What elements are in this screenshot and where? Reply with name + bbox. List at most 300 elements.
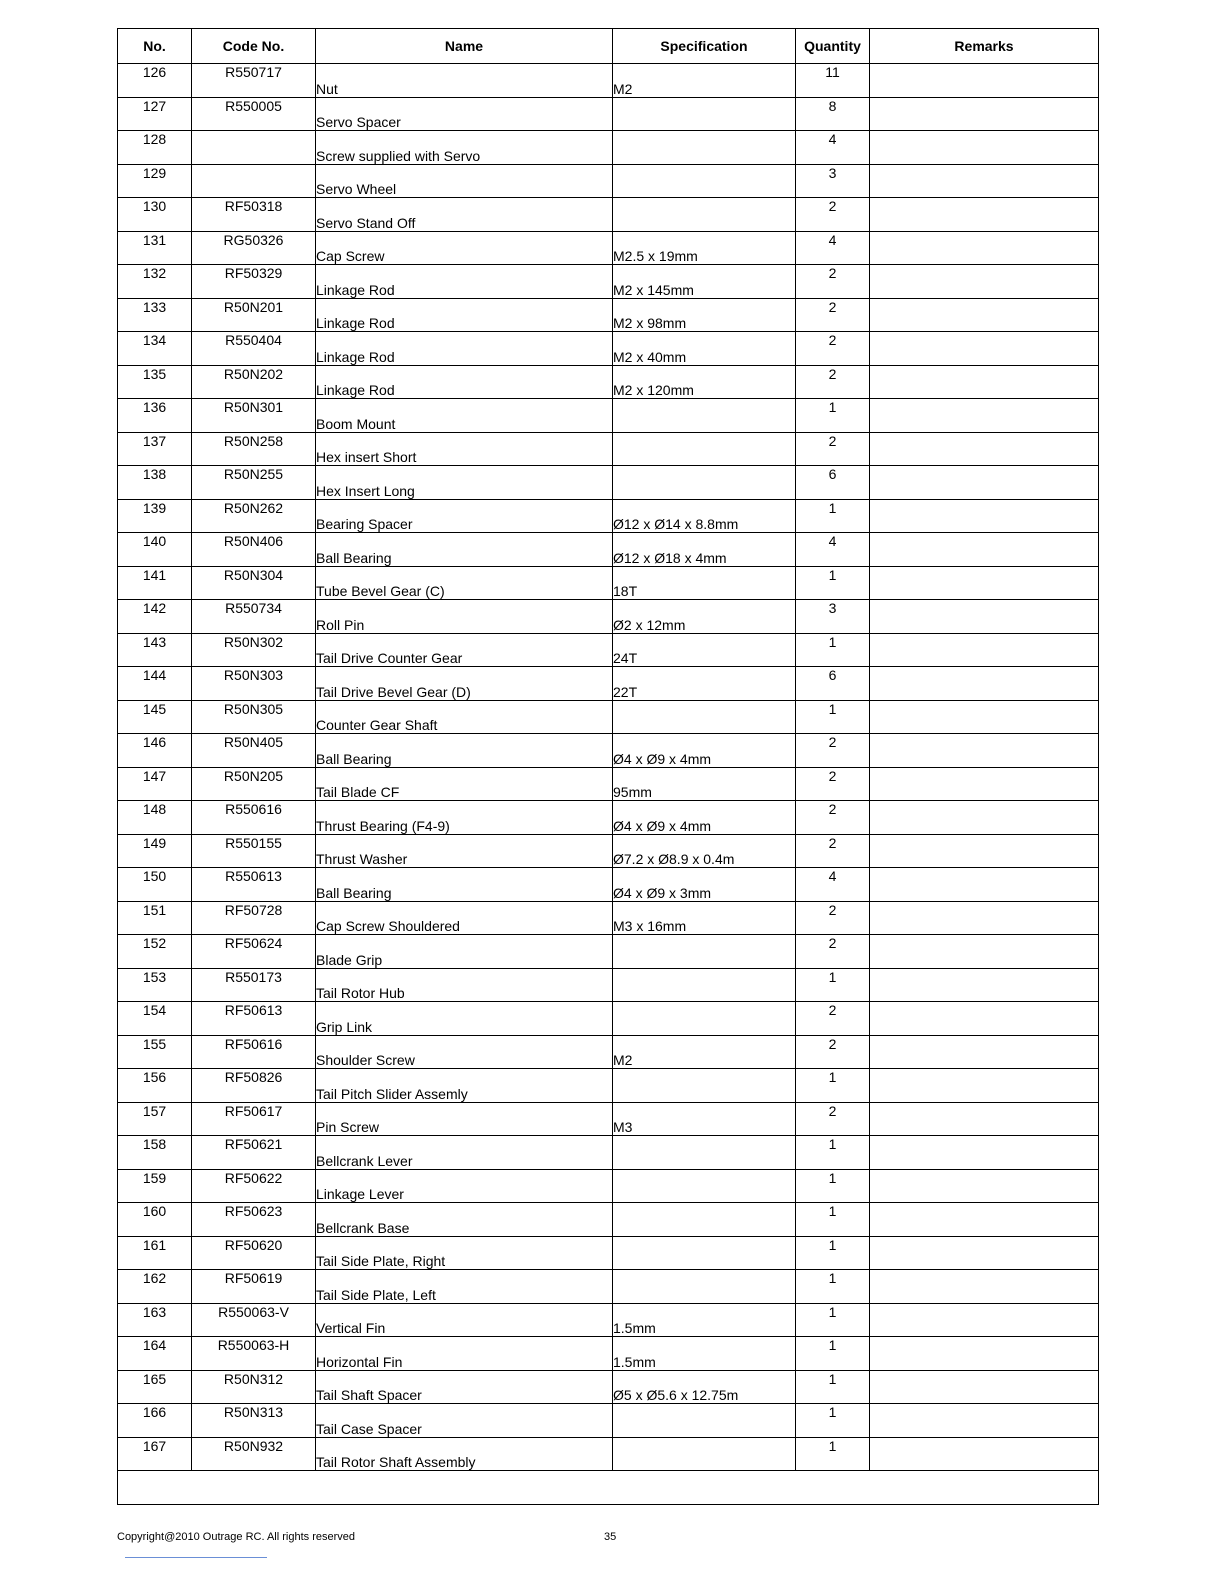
cell-quantity: 2 xyxy=(796,734,870,768)
cell-specification: M3 x 16mm xyxy=(613,901,796,935)
cell-specification: Ø12 x Ø14 x 8.8mm xyxy=(613,499,796,533)
table-row xyxy=(118,1404,1099,1438)
table-row xyxy=(118,834,1099,868)
table-row xyxy=(118,1069,1099,1103)
cell-quantity: 1 xyxy=(796,1303,870,1337)
cell-remarks xyxy=(870,935,1099,969)
cell-no: 163 xyxy=(118,1303,192,1337)
cell-code: R50N258 xyxy=(192,432,316,466)
cell-specification: M3 xyxy=(613,1102,796,1136)
cell-quantity: 2 xyxy=(796,432,870,466)
cell-code: R50N312 xyxy=(192,1370,316,1404)
cell-quantity: 2 xyxy=(796,1102,870,1136)
cell-code xyxy=(192,164,316,198)
cell-remarks xyxy=(870,834,1099,868)
cell-code: R50N205 xyxy=(192,767,316,801)
cell-name: Cap Screw xyxy=(316,231,613,265)
cell-no: 151 xyxy=(118,901,192,935)
table-empty-row xyxy=(118,1471,1099,1505)
cell-remarks xyxy=(870,466,1099,500)
cell-specification xyxy=(613,1169,796,1203)
cell-specification: M2 x 145mm xyxy=(613,265,796,299)
cell-no: 156 xyxy=(118,1069,192,1103)
table-row xyxy=(118,164,1099,198)
cell-name: Blade Grip xyxy=(316,935,613,969)
table-row xyxy=(118,901,1099,935)
cell-no: 150 xyxy=(118,868,192,902)
table-row xyxy=(118,432,1099,466)
cell-remarks xyxy=(870,734,1099,768)
cell-remarks xyxy=(870,901,1099,935)
cell-specification: Ø4 x Ø9 x 4mm xyxy=(613,801,796,835)
cell-code: R50N303 xyxy=(192,667,316,701)
cell-code: R550734 xyxy=(192,600,316,634)
cell-quantity: 6 xyxy=(796,466,870,500)
cell-code: R50N255 xyxy=(192,466,316,500)
table-row xyxy=(118,1370,1099,1404)
table-row xyxy=(118,1303,1099,1337)
cell-code: RF50728 xyxy=(192,901,316,935)
cell-code: RF50613 xyxy=(192,1002,316,1036)
cell-remarks xyxy=(870,667,1099,701)
cell-code: RF50621 xyxy=(192,1136,316,1170)
cell-code: R50N313 xyxy=(192,1404,316,1438)
table-row xyxy=(118,734,1099,768)
cell-no: 128 xyxy=(118,131,192,165)
cell-remarks xyxy=(870,231,1099,265)
cell-quantity: 6 xyxy=(796,667,870,701)
cell-name: Thrust Washer xyxy=(316,834,613,868)
cell-specification xyxy=(613,399,796,433)
cell-code: R550063-H xyxy=(192,1337,316,1371)
cell-specification: 95mm xyxy=(613,767,796,801)
cell-remarks xyxy=(870,801,1099,835)
header-name: Name xyxy=(316,29,613,64)
cell-remarks xyxy=(870,399,1099,433)
cell-specification: M2.5 x 19mm xyxy=(613,231,796,265)
table-row xyxy=(118,801,1099,835)
table-row xyxy=(118,466,1099,500)
table-row xyxy=(118,298,1099,332)
cell-quantity: 3 xyxy=(796,600,870,634)
cell-specification xyxy=(613,131,796,165)
table-row xyxy=(118,1102,1099,1136)
cell-specification xyxy=(613,97,796,131)
cell-no: 130 xyxy=(118,198,192,232)
cell-quantity: 8 xyxy=(796,97,870,131)
table-row xyxy=(118,1236,1099,1270)
cell-specification xyxy=(613,1437,796,1471)
cell-code: R50N301 xyxy=(192,399,316,433)
cell-name: Cap Screw Shouldered xyxy=(316,901,613,935)
cell-quantity: 2 xyxy=(796,332,870,366)
table-row xyxy=(118,97,1099,131)
cell-name: Bearing Spacer xyxy=(316,499,613,533)
cell-name: Hex Insert Long xyxy=(316,466,613,500)
cell-name: Screw supplied with Servo xyxy=(316,131,613,165)
cell-code: RF50617 xyxy=(192,1102,316,1136)
table-row xyxy=(118,1337,1099,1371)
cell-remarks xyxy=(870,1236,1099,1270)
cell-no: 145 xyxy=(118,700,192,734)
cell-quantity: 2 xyxy=(796,1035,870,1069)
cell-no: 126 xyxy=(118,64,192,98)
cell-quantity: 2 xyxy=(796,265,870,299)
cell-no: 158 xyxy=(118,1136,192,1170)
cell-code: RF50624 xyxy=(192,935,316,969)
cell-code: RF50826 xyxy=(192,1069,316,1103)
cell-name: Tail Side Plate, Right xyxy=(316,1236,613,1270)
table-row xyxy=(118,198,1099,232)
cell-name: Tube Bevel Gear (C) xyxy=(316,566,613,600)
cell-quantity: 2 xyxy=(796,365,870,399)
cell-specification xyxy=(613,968,796,1002)
cell-no: 129 xyxy=(118,164,192,198)
cell-name: Tail Pitch Slider Assemly xyxy=(316,1069,613,1103)
cell-quantity: 2 xyxy=(796,767,870,801)
cell-code: R50N932 xyxy=(192,1437,316,1471)
cell-remarks xyxy=(870,1437,1099,1471)
cell-specification: M2 x 40mm xyxy=(613,332,796,366)
cell-no: 154 xyxy=(118,1002,192,1036)
cell-quantity: 4 xyxy=(796,533,870,567)
cell-remarks xyxy=(870,1035,1099,1069)
cell-quantity: 1 xyxy=(796,566,870,600)
table-row xyxy=(118,1203,1099,1237)
cell-name: Tail Drive Counter Gear xyxy=(316,633,613,667)
cell-code: R550155 xyxy=(192,834,316,868)
header-no: No. xyxy=(118,29,192,64)
table-row xyxy=(118,499,1099,533)
cell-name: Tail Drive Bevel Gear (D) xyxy=(316,667,613,701)
cell-code: RF50622 xyxy=(192,1169,316,1203)
cell-quantity: 1 xyxy=(796,1437,870,1471)
cell-no: 141 xyxy=(118,566,192,600)
cell-remarks xyxy=(870,1002,1099,1036)
cell-remarks xyxy=(870,499,1099,533)
cell-code: RF50619 xyxy=(192,1270,316,1304)
cell-quantity: 1 xyxy=(796,399,870,433)
cell-name: Linkage Rod xyxy=(316,298,613,332)
cell-quantity: 2 xyxy=(796,1002,870,1036)
cell-name: Hex insert Short xyxy=(316,432,613,466)
cell-quantity: 2 xyxy=(796,198,870,232)
table-row xyxy=(118,332,1099,366)
header-code: Code No. xyxy=(192,29,316,64)
cell-code: RF50623 xyxy=(192,1203,316,1237)
cell-no: 161 xyxy=(118,1236,192,1270)
cell-no: 152 xyxy=(118,935,192,969)
cell-quantity: 1 xyxy=(796,1404,870,1438)
cell-name: Servo Stand Off xyxy=(316,198,613,232)
cell-code: RF50616 xyxy=(192,1035,316,1069)
cell-quantity: 2 xyxy=(796,801,870,835)
footer-link-underline xyxy=(125,1557,267,1558)
cell-name: Linkage Rod xyxy=(316,265,613,299)
table-row xyxy=(118,231,1099,265)
table-row xyxy=(118,767,1099,801)
cell-specification xyxy=(613,700,796,734)
cell-name: Linkage Rod xyxy=(316,332,613,366)
table-row xyxy=(118,700,1099,734)
cell-quantity: 2 xyxy=(796,901,870,935)
cell-quantity: 11 xyxy=(796,64,870,98)
cell-name: Tail Side Plate, Left xyxy=(316,1270,613,1304)
table-row xyxy=(118,935,1099,969)
cell-no: 146 xyxy=(118,734,192,768)
cell-remarks xyxy=(870,767,1099,801)
table-row xyxy=(118,131,1099,165)
cell-name: Thrust Bearing (F4-9) xyxy=(316,801,613,835)
cell-name: Ball Bearing xyxy=(316,868,613,902)
cell-quantity: 1 xyxy=(796,1136,870,1170)
cell-name: Servo Spacer xyxy=(316,97,613,131)
cell-no: 132 xyxy=(118,265,192,299)
table-row xyxy=(118,1002,1099,1036)
cell-name: Roll Pin xyxy=(316,600,613,634)
cell-code: R50N405 xyxy=(192,734,316,768)
cell-code: R550404 xyxy=(192,332,316,366)
cell-name: Horizontal Fin xyxy=(316,1337,613,1371)
cell-code: R50N262 xyxy=(192,499,316,533)
cell-quantity: 1 xyxy=(796,499,870,533)
cell-code: R550063-V xyxy=(192,1303,316,1337)
cell-no: 137 xyxy=(118,432,192,466)
cell-no: 162 xyxy=(118,1270,192,1304)
cell-no: 165 xyxy=(118,1370,192,1404)
table-row xyxy=(118,1437,1099,1471)
cell-no: 157 xyxy=(118,1102,192,1136)
cell-quantity: 1 xyxy=(796,700,870,734)
cell-name: Counter Gear Shaft xyxy=(316,700,613,734)
cell-remarks xyxy=(870,1136,1099,1170)
cell-quantity: 1 xyxy=(796,633,870,667)
cell-no: 159 xyxy=(118,1169,192,1203)
cell-remarks xyxy=(870,332,1099,366)
cell-quantity: 1 xyxy=(796,1203,870,1237)
cell-no: 148 xyxy=(118,801,192,835)
table-row xyxy=(118,633,1099,667)
cell-specification xyxy=(613,1002,796,1036)
cell-no: 160 xyxy=(118,1203,192,1237)
cell-quantity: 3 xyxy=(796,164,870,198)
table-row xyxy=(118,600,1099,634)
cell-remarks xyxy=(870,1270,1099,1304)
cell-no: 164 xyxy=(118,1337,192,1371)
cell-remarks xyxy=(870,97,1099,131)
cell-name: Bellcrank Lever xyxy=(316,1136,613,1170)
cell-name: Tail Case Spacer xyxy=(316,1404,613,1438)
empty-cell xyxy=(118,1471,1099,1505)
cell-remarks xyxy=(870,1404,1099,1438)
cell-code: R550173 xyxy=(192,968,316,1002)
cell-code: R550005 xyxy=(192,97,316,131)
cell-no: 138 xyxy=(118,466,192,500)
cell-remarks xyxy=(870,1337,1099,1371)
cell-name: Tail Rotor Hub xyxy=(316,968,613,1002)
cell-name: Bellcrank Base xyxy=(316,1203,613,1237)
cell-name: Tail Rotor Shaft Assembly xyxy=(316,1437,613,1471)
cell-quantity: 4 xyxy=(796,131,870,165)
cell-specification: M2 x 120mm xyxy=(613,365,796,399)
cell-no: 167 xyxy=(118,1437,192,1471)
cell-remarks xyxy=(870,298,1099,332)
cell-remarks xyxy=(870,365,1099,399)
header-specification: Specification xyxy=(613,29,796,64)
cell-no: 133 xyxy=(118,298,192,332)
cell-quantity: 2 xyxy=(796,298,870,332)
cell-specification: M2 xyxy=(613,1035,796,1069)
cell-no: 136 xyxy=(118,399,192,433)
cell-code: RF50329 xyxy=(192,265,316,299)
cell-name: Tail Shaft Spacer xyxy=(316,1370,613,1404)
cell-no: 140 xyxy=(118,533,192,567)
cell-code: R50N406 xyxy=(192,533,316,567)
cell-specification xyxy=(613,1404,796,1438)
cell-remarks xyxy=(870,1069,1099,1103)
cell-name: Boom Mount xyxy=(316,399,613,433)
cell-quantity: 1 xyxy=(796,1337,870,1371)
cell-no: 149 xyxy=(118,834,192,868)
parts-table xyxy=(117,28,1099,1505)
cell-code: R50N302 xyxy=(192,633,316,667)
cell-specification xyxy=(613,1203,796,1237)
table-row xyxy=(118,399,1099,433)
table-row xyxy=(118,265,1099,299)
table-row xyxy=(118,868,1099,902)
cell-remarks xyxy=(870,198,1099,232)
cell-name: Nut xyxy=(316,64,613,98)
cell-specification: Ø2 x 12mm xyxy=(613,600,796,634)
cell-specification: Ø4 x Ø9 x 3mm xyxy=(613,868,796,902)
cell-remarks xyxy=(870,265,1099,299)
cell-code: R50N305 xyxy=(192,700,316,734)
cell-no: 166 xyxy=(118,1404,192,1438)
table-row xyxy=(118,1169,1099,1203)
cell-no: 155 xyxy=(118,1035,192,1069)
table-row xyxy=(118,365,1099,399)
page-number: 35 xyxy=(604,1531,617,1543)
cell-remarks xyxy=(870,1203,1099,1237)
cell-code: RG50326 xyxy=(192,231,316,265)
cell-specification: Ø7.2 x Ø8.9 x 0.4m xyxy=(613,834,796,868)
header-remarks: Remarks xyxy=(870,29,1099,64)
table-row xyxy=(118,667,1099,701)
cell-specification: Ø12 x Ø18 x 4mm xyxy=(613,533,796,567)
cell-specification: 1.5mm xyxy=(613,1337,796,1371)
cell-quantity: 1 xyxy=(796,968,870,1002)
cell-name: Ball Bearing xyxy=(316,533,613,567)
table-row xyxy=(118,566,1099,600)
cell-name: Shoulder Screw xyxy=(316,1035,613,1069)
cell-specification: M2 xyxy=(613,64,796,98)
cell-no: 143 xyxy=(118,633,192,667)
cell-quantity: 1 xyxy=(796,1069,870,1103)
cell-code: R50N304 xyxy=(192,566,316,600)
table-row xyxy=(118,968,1099,1002)
cell-code: R550616 xyxy=(192,801,316,835)
cell-code: R550613 xyxy=(192,868,316,902)
cell-specification xyxy=(613,1236,796,1270)
cell-name: Tail Blade CF xyxy=(316,767,613,801)
cell-name: Servo Wheel xyxy=(316,164,613,198)
parts-table-body xyxy=(118,64,1099,1505)
cell-specification xyxy=(613,1069,796,1103)
cell-no: 147 xyxy=(118,767,192,801)
cell-remarks xyxy=(870,600,1099,634)
cell-remarks xyxy=(870,700,1099,734)
cell-name: Grip Link xyxy=(316,1002,613,1036)
cell-specification xyxy=(613,466,796,500)
cell-specification xyxy=(613,1270,796,1304)
cell-remarks xyxy=(870,432,1099,466)
cell-remarks xyxy=(870,633,1099,667)
table-row xyxy=(118,533,1099,567)
cell-no: 144 xyxy=(118,667,192,701)
cell-remarks xyxy=(870,64,1099,98)
header-quantity: Quantity xyxy=(796,29,870,64)
cell-quantity: 2 xyxy=(796,834,870,868)
cell-specification xyxy=(613,198,796,232)
cell-name: Pin Screw xyxy=(316,1102,613,1136)
table-row xyxy=(118,1270,1099,1304)
cell-no: 127 xyxy=(118,97,192,131)
cell-name: Linkage Rod xyxy=(316,365,613,399)
cell-no: 131 xyxy=(118,231,192,265)
cell-remarks xyxy=(870,1102,1099,1136)
cell-specification xyxy=(613,164,796,198)
cell-quantity: 4 xyxy=(796,868,870,902)
cell-no: 135 xyxy=(118,365,192,399)
cell-quantity: 1 xyxy=(796,1169,870,1203)
cell-specification: Ø5 x Ø5.6 x 12.75m xyxy=(613,1370,796,1404)
cell-remarks xyxy=(870,868,1099,902)
cell-code xyxy=(192,131,316,165)
cell-remarks xyxy=(870,1169,1099,1203)
cell-quantity: 1 xyxy=(796,1270,870,1304)
cell-specification: 22T xyxy=(613,667,796,701)
cell-no: 153 xyxy=(118,968,192,1002)
cell-quantity: 2 xyxy=(796,935,870,969)
table-header-row xyxy=(118,29,1099,64)
cell-no: 139 xyxy=(118,499,192,533)
table-row xyxy=(118,64,1099,98)
copyright-notice: Copyright@2010 Outrage RC. All rights reserved xyxy=(117,1531,355,1543)
table-row xyxy=(118,1136,1099,1170)
cell-remarks xyxy=(870,1370,1099,1404)
cell-code: RF50620 xyxy=(192,1236,316,1270)
cell-specification: 1.5mm xyxy=(613,1303,796,1337)
cell-name: Ball Bearing xyxy=(316,734,613,768)
cell-no: 134 xyxy=(118,332,192,366)
cell-remarks xyxy=(870,968,1099,1002)
cell-remarks xyxy=(870,131,1099,165)
cell-remarks xyxy=(870,164,1099,198)
cell-remarks xyxy=(870,1303,1099,1337)
cell-code: R50N202 xyxy=(192,365,316,399)
cell-remarks xyxy=(870,566,1099,600)
cell-specification: Ø4 x Ø9 x 4mm xyxy=(613,734,796,768)
cell-specification xyxy=(613,432,796,466)
cell-code: R50N201 xyxy=(192,298,316,332)
cell-code: R550717 xyxy=(192,64,316,98)
table-row xyxy=(118,1035,1099,1069)
cell-quantity: 1 xyxy=(796,1236,870,1270)
cell-specification: 18T xyxy=(613,566,796,600)
cell-name: Linkage Lever xyxy=(316,1169,613,1203)
cell-code: RF50318 xyxy=(192,198,316,232)
cell-remarks xyxy=(870,533,1099,567)
